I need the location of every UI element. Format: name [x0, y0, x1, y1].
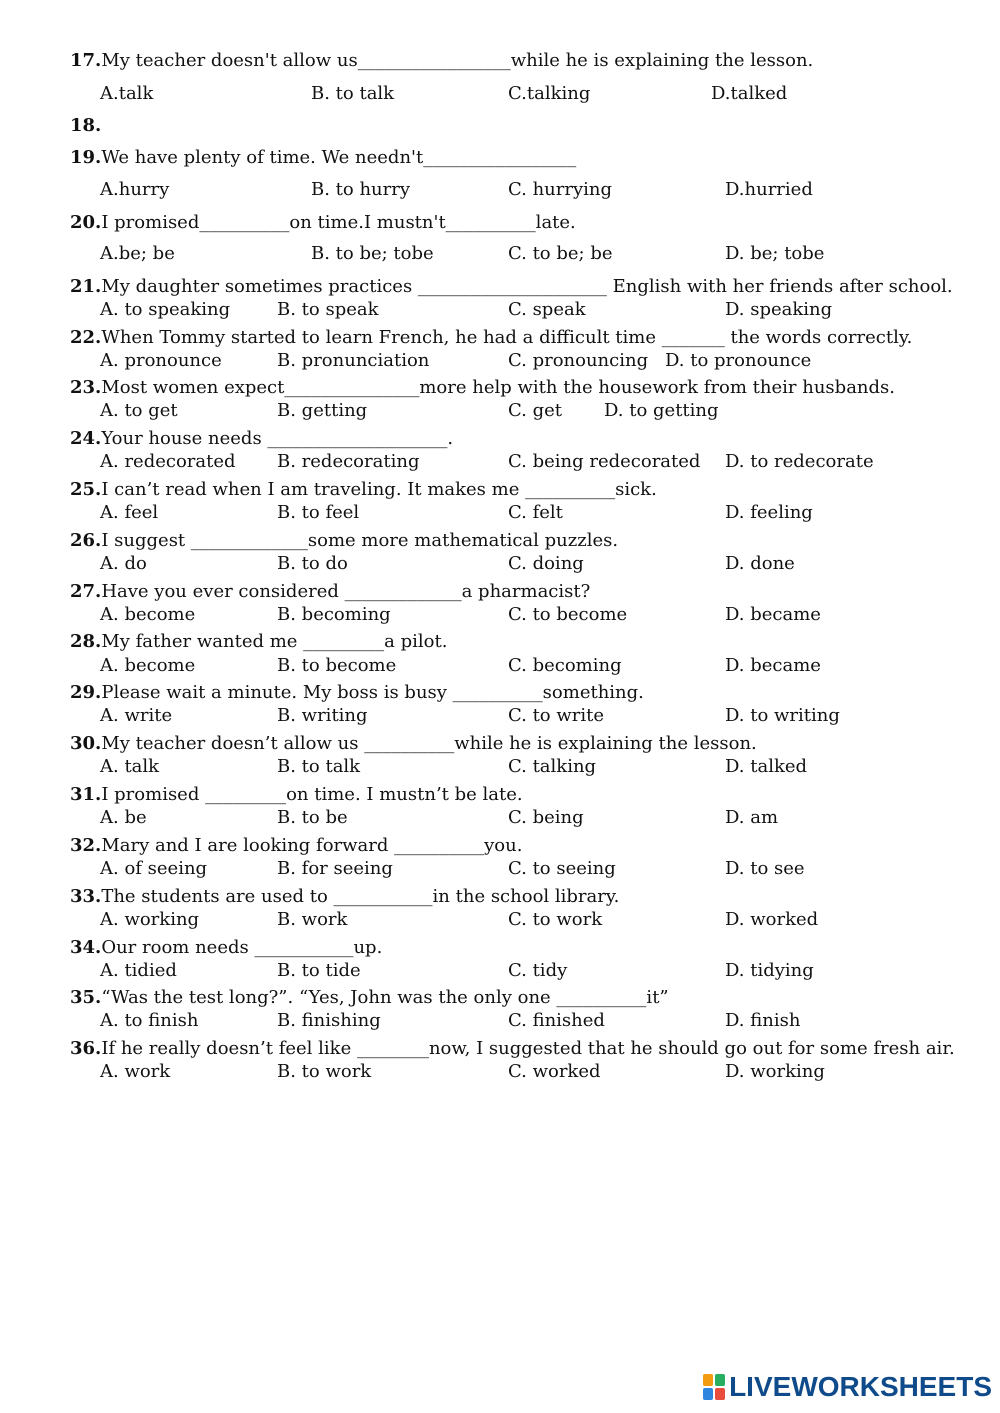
question-34	[70, 937, 382, 959]
question-28	[70, 631, 447, 653]
option-d: D. be; tobe	[725, 243, 825, 264]
option-c: C. to work	[508, 909, 603, 930]
option-d: D. talked	[725, 756, 808, 777]
option-a: A. do	[100, 553, 147, 574]
option-d: D.hurried	[725, 179, 813, 200]
option-d: D. to redecorate	[725, 451, 874, 472]
option-b: B. to hurry	[311, 179, 411, 200]
option-b: B. redecorating	[277, 451, 420, 472]
option-b: B. to speak	[277, 299, 379, 320]
option-b: B. to be	[277, 807, 348, 828]
option-a: A. write	[100, 705, 173, 726]
option-b: B. work	[277, 909, 348, 930]
question-text: I suggest _____________some more mathematical puzzles.	[101, 530, 619, 551]
question-text: I promised _________on time. I mustn’t be late.	[101, 784, 523, 805]
question-text: Your house needs ____________________.	[101, 428, 454, 449]
option-a: A. feel	[100, 502, 159, 523]
option-c: C. felt	[508, 502, 563, 523]
brand-name: LIVEWORKSHEETS	[729, 1371, 992, 1402]
question-number: 32.	[70, 835, 102, 856]
question-text: Have you ever considered _____________a pharmacist?	[101, 581, 591, 602]
question-number: 24.	[70, 428, 102, 449]
question-27	[70, 581, 590, 603]
question-number: 22.	[70, 327, 102, 348]
question-text: Our room needs ___________up.	[101, 937, 383, 958]
question-text: Mary and I are looking forward __________you.	[101, 835, 523, 856]
option-d: D. to getting	[604, 400, 719, 421]
question-35	[70, 987, 669, 1009]
question-number: 28.	[70, 631, 102, 652]
option-a: A. to get	[100, 400, 178, 421]
option-c: C. to become	[508, 604, 628, 625]
question-number: 25.	[70, 479, 102, 500]
question-number: 33.	[70, 886, 102, 907]
option-c: C. get	[508, 400, 562, 421]
question-number: 30.	[70, 733, 102, 754]
question-number: 23.	[70, 377, 102, 398]
question-number: 17.	[70, 50, 102, 71]
question-text: Please wait a minute. My boss is busy __________something.	[101, 682, 644, 703]
option-a: A. redecorated	[100, 451, 236, 472]
option-c: C.talking	[508, 83, 591, 104]
option-a: A. tidied	[100, 960, 177, 981]
option-d: D. finish	[725, 1010, 801, 1031]
option-b: B. to feel	[277, 502, 360, 523]
question-31	[70, 784, 523, 806]
option-a: A. talk	[100, 756, 160, 777]
question-text: My teacher doesn't allow us_________________while he is explaining the lesson.	[101, 50, 814, 71]
option-b: B. to work	[277, 1061, 372, 1082]
question-24	[70, 428, 453, 450]
option-a: A. become	[100, 604, 196, 625]
question-number: 35.	[70, 987, 102, 1008]
question-text: If he really doesn’t feel like ________now, I suggested that he should go out for some fresh air.	[101, 1038, 955, 1059]
option-b: B. to tide	[277, 960, 361, 981]
option-a: A.hurry	[100, 179, 170, 200]
question-25	[70, 479, 657, 501]
option-a: A. of seeing	[100, 858, 208, 879]
question-29	[70, 682, 644, 704]
option-d: D. feeling	[725, 502, 813, 523]
option-c: C. to be; be	[508, 243, 613, 264]
option-d: D. became	[725, 604, 821, 625]
logo-cell	[715, 1388, 725, 1400]
logo-cell	[715, 1374, 725, 1386]
option-d: D. working	[725, 1061, 825, 1082]
option-d: D. speaking	[725, 299, 833, 320]
question-text: My teacher doesn’t allow us __________while he is explaining the lesson.	[101, 733, 757, 754]
option-b: B. writing	[277, 705, 368, 726]
option-a: A. to speaking	[100, 299, 231, 320]
option-c: C. speak	[508, 299, 586, 320]
option-c: C. being redecorated	[508, 451, 701, 472]
option-b: B. to be; tobe	[311, 243, 434, 264]
question-22	[70, 327, 912, 349]
option-b: B. to talk	[311, 83, 395, 104]
question-text: The students are used to ___________in the school library.	[101, 886, 620, 907]
option-c: C. talking	[508, 756, 597, 777]
question-text: I promised__________on time.I mustn't__________late.	[101, 212, 576, 233]
option-b: B. getting	[277, 400, 368, 421]
question-number: 26.	[70, 530, 102, 551]
question-number: 18.	[70, 115, 102, 136]
option-c: C. to seeing	[508, 858, 616, 879]
option-d: D. to see	[725, 858, 805, 879]
question-number: 27.	[70, 581, 102, 602]
option-d: D. done	[725, 553, 795, 574]
option-c: C. tidy	[508, 960, 568, 981]
question-text: “Was the test long?”. “Yes, John was the only one __________it”	[101, 987, 669, 1008]
question-text: My father wanted me _________a pilot.	[101, 631, 448, 652]
liveworksheets-logo-icon	[703, 1374, 725, 1400]
question-number: 20.	[70, 212, 102, 233]
option-c: C. pronouncing	[508, 350, 649, 371]
option-d: D. worked	[725, 909, 819, 930]
question-32	[70, 835, 522, 857]
option-b: B. to talk	[277, 756, 361, 777]
question-30	[70, 733, 757, 755]
question-number: 19.	[70, 147, 102, 168]
option-c: C. to write	[508, 705, 605, 726]
question-18	[70, 115, 101, 137]
option-c: C. hurrying	[508, 179, 613, 200]
logo-cell	[703, 1374, 713, 1386]
option-a: A. to finish	[100, 1010, 199, 1031]
question-number: 21.	[70, 276, 102, 297]
option-b: B. for seeing	[277, 858, 393, 879]
question-20	[70, 212, 576, 234]
question-36	[70, 1038, 955, 1060]
question-number: 29.	[70, 682, 102, 703]
question-number: 31.	[70, 784, 102, 805]
option-a: A.talk	[100, 83, 154, 104]
question-text: My daughter sometimes practices _____________________ English with her friends after school.	[101, 276, 953, 297]
question-text: We have plenty of time. We needn't_________________	[101, 147, 577, 168]
option-b: B. pronunciation	[277, 350, 430, 371]
option-a: A. become	[100, 655, 196, 676]
option-d: D. became	[725, 655, 821, 676]
question-19	[70, 147, 576, 169]
option-d: D. to writing	[725, 705, 840, 726]
question-text: I can’t read when I am traveling. It makes me __________sick.	[101, 479, 657, 500]
question-26	[70, 530, 618, 552]
question-text: Most women expect_______________more help with the housework from their husbands.	[101, 377, 895, 398]
question-17	[70, 50, 813, 72]
question-text: When Tommy started to learn French, he had a difficult time _______ the words correctly.	[101, 327, 913, 348]
option-b: B. finishing	[277, 1010, 381, 1031]
option-b: B. to do	[277, 553, 348, 574]
option-a: A. pronounce	[100, 350, 222, 371]
option-a: A. be	[100, 807, 147, 828]
question-33	[70, 886, 619, 908]
option-b: B. becoming	[277, 604, 391, 625]
option-c: C. becoming	[508, 655, 622, 676]
option-a: A.be; be	[100, 243, 175, 264]
option-d: D. am	[725, 807, 779, 828]
option-c: C. worked	[508, 1061, 601, 1082]
logo-cell	[703, 1388, 713, 1400]
option-a: A. working	[100, 909, 200, 930]
option-d: D. to pronounce	[665, 350, 812, 371]
option-c: C. finished	[508, 1010, 605, 1031]
option-b: B. to become	[277, 655, 397, 676]
option-c: C. being	[508, 807, 584, 828]
question-21	[70, 276, 953, 298]
question-number: 36.	[70, 1038, 102, 1059]
option-a: A. work	[100, 1061, 171, 1082]
option-d: D. tidying	[725, 960, 814, 981]
liveworksheets-brand[interactable]	[703, 1371, 992, 1403]
option-c: C. doing	[508, 553, 584, 574]
option-d: D.talked	[711, 83, 788, 104]
question-number: 34.	[70, 937, 102, 958]
question-23	[70, 377, 895, 399]
